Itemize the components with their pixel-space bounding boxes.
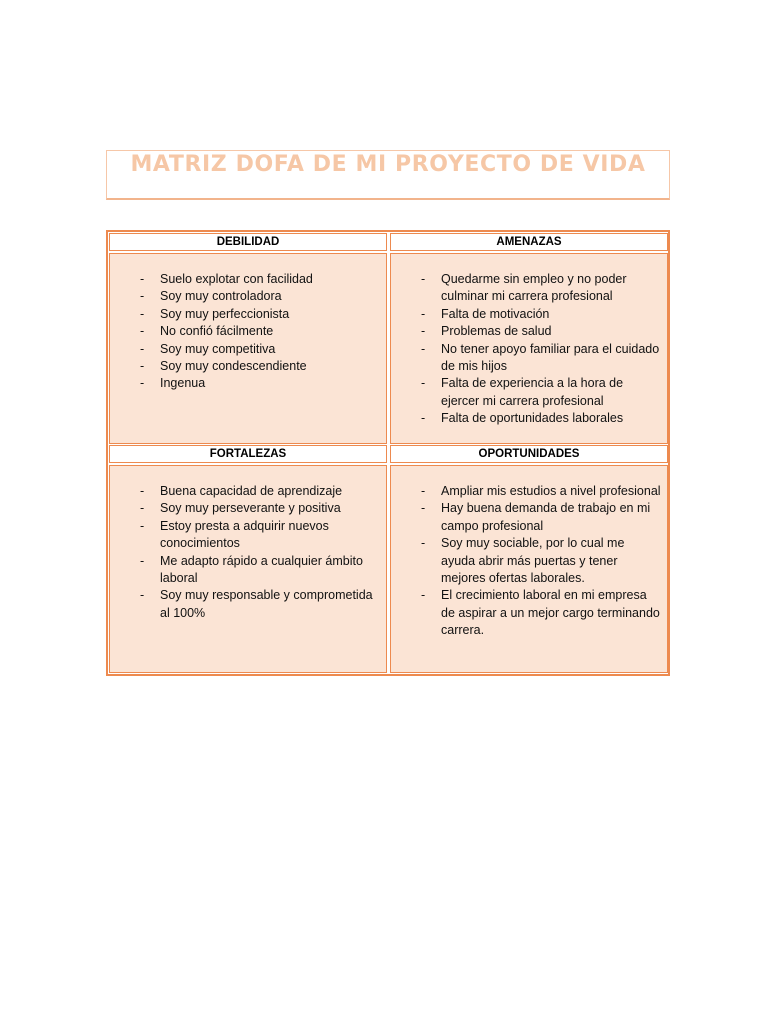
item-text: Soy muy controladora xyxy=(160,289,282,304)
list-debilidad xyxy=(110,271,380,393)
dash-bullet: - xyxy=(140,501,145,516)
item-text: Soy muy perseverante y positiva xyxy=(160,501,341,516)
dash-bullet: - xyxy=(421,411,426,426)
list-item xyxy=(110,553,380,588)
list-item xyxy=(110,483,380,500)
dash-bullet: - xyxy=(140,484,145,498)
item-text: Quedarme sin empleo y no poder culminar mi carrera profesional xyxy=(441,272,627,304)
header-debilidad: DEBILIDAD xyxy=(109,233,387,251)
list-item xyxy=(391,483,661,500)
item-text: Soy muy perfeccionista xyxy=(160,306,290,321)
title-box xyxy=(106,150,670,200)
dash-bullet: - xyxy=(421,588,426,603)
item-text: Problemas de salud xyxy=(441,324,552,339)
item-text: Suelo explotar con facilidad xyxy=(160,272,313,286)
cell-debilidad xyxy=(109,253,387,444)
dash-bullet: - xyxy=(421,536,426,551)
list-item xyxy=(391,271,661,306)
list-item xyxy=(110,587,380,622)
list-fortalezas xyxy=(110,483,380,622)
list-item xyxy=(110,271,380,288)
list-amenazas xyxy=(391,271,661,428)
list-item xyxy=(110,375,380,392)
item-text: Buena capacidad de aprendizaje xyxy=(160,484,343,498)
dash-bullet: - xyxy=(421,376,426,391)
dash-bullet: - xyxy=(140,553,145,568)
dash-bullet: - xyxy=(140,518,145,533)
dash-bullet: - xyxy=(140,359,145,374)
list-item xyxy=(391,341,661,376)
item-text: Falta de oportunidades laborales xyxy=(441,411,624,426)
header-oportunidades: OPORTUNIDADES xyxy=(390,445,668,463)
list-item xyxy=(110,341,380,358)
dash-bullet: - xyxy=(421,501,426,516)
dash-bullet: - xyxy=(421,272,426,286)
item-text: Me adapto rápido a cualquier ámbito laboral xyxy=(160,553,363,586)
dash-bullet: - xyxy=(140,376,145,391)
item-text: Ampliar mis estudios a nivel profesional xyxy=(441,484,661,498)
dash-bullet: - xyxy=(140,324,145,339)
cell-fortalezas xyxy=(109,465,387,673)
list-item xyxy=(391,375,661,410)
item-text: Soy muy sociable, por lo cual me ayuda abrir más puertas y tener mejores ofertas laborales. xyxy=(441,536,625,586)
cell-oportunidades xyxy=(390,465,668,673)
page-title: MATRIZ DOFA DE MI PROYECTO DE VIDA xyxy=(130,152,646,177)
list-item xyxy=(391,323,661,340)
list-item xyxy=(391,306,661,323)
list-item xyxy=(110,500,380,517)
dash-bullet: - xyxy=(140,341,145,356)
item-text: No confió fácilmente xyxy=(160,324,274,339)
list-item xyxy=(391,587,661,639)
item-text: El crecimiento laboral en mi empresa de aspirar a un mejor cargo terminando carrera. xyxy=(441,588,660,638)
header-amenazas: AMENAZAS xyxy=(390,233,668,251)
header-fortalezas: FORTALEZAS xyxy=(109,445,387,463)
item-text: Soy muy responsable y comprometida al 100% xyxy=(160,588,373,620)
list-item xyxy=(110,288,380,305)
dash-bullet: - xyxy=(140,289,145,304)
list-oportunidades xyxy=(391,483,661,640)
list-item xyxy=(110,323,380,340)
cell-amenazas xyxy=(390,253,668,444)
item-text: Hay buena demanda de trabajo en mi campo profesional xyxy=(441,501,651,533)
item-text: Soy muy competitiva xyxy=(160,341,276,356)
item-text: Falta de experiencia a la hora de ejercer mi carrera profesional xyxy=(441,376,624,408)
item-text: Ingenua xyxy=(160,376,206,391)
dash-bullet: - xyxy=(140,588,145,603)
dash-bullet: - xyxy=(421,306,426,321)
item-text: Soy muy condescendiente xyxy=(160,359,307,374)
list-item xyxy=(110,306,380,323)
dash-bullet: - xyxy=(140,272,145,286)
list-item xyxy=(110,518,380,553)
dash-bullet: - xyxy=(140,306,145,321)
dofa-matrix xyxy=(106,230,670,676)
dash-bullet: - xyxy=(421,484,426,498)
list-item xyxy=(391,500,661,535)
list-item xyxy=(110,358,380,375)
item-text: No tener apoyo familiar para el cuidado de mis hijos xyxy=(441,341,660,374)
dash-bullet: - xyxy=(421,324,426,339)
item-text: Falta de motivación xyxy=(441,306,550,321)
list-item xyxy=(391,410,661,427)
item-text: Estoy presta a adquirir nuevos conocimientos xyxy=(160,518,329,551)
list-item xyxy=(391,535,661,587)
dash-bullet: - xyxy=(421,341,426,356)
